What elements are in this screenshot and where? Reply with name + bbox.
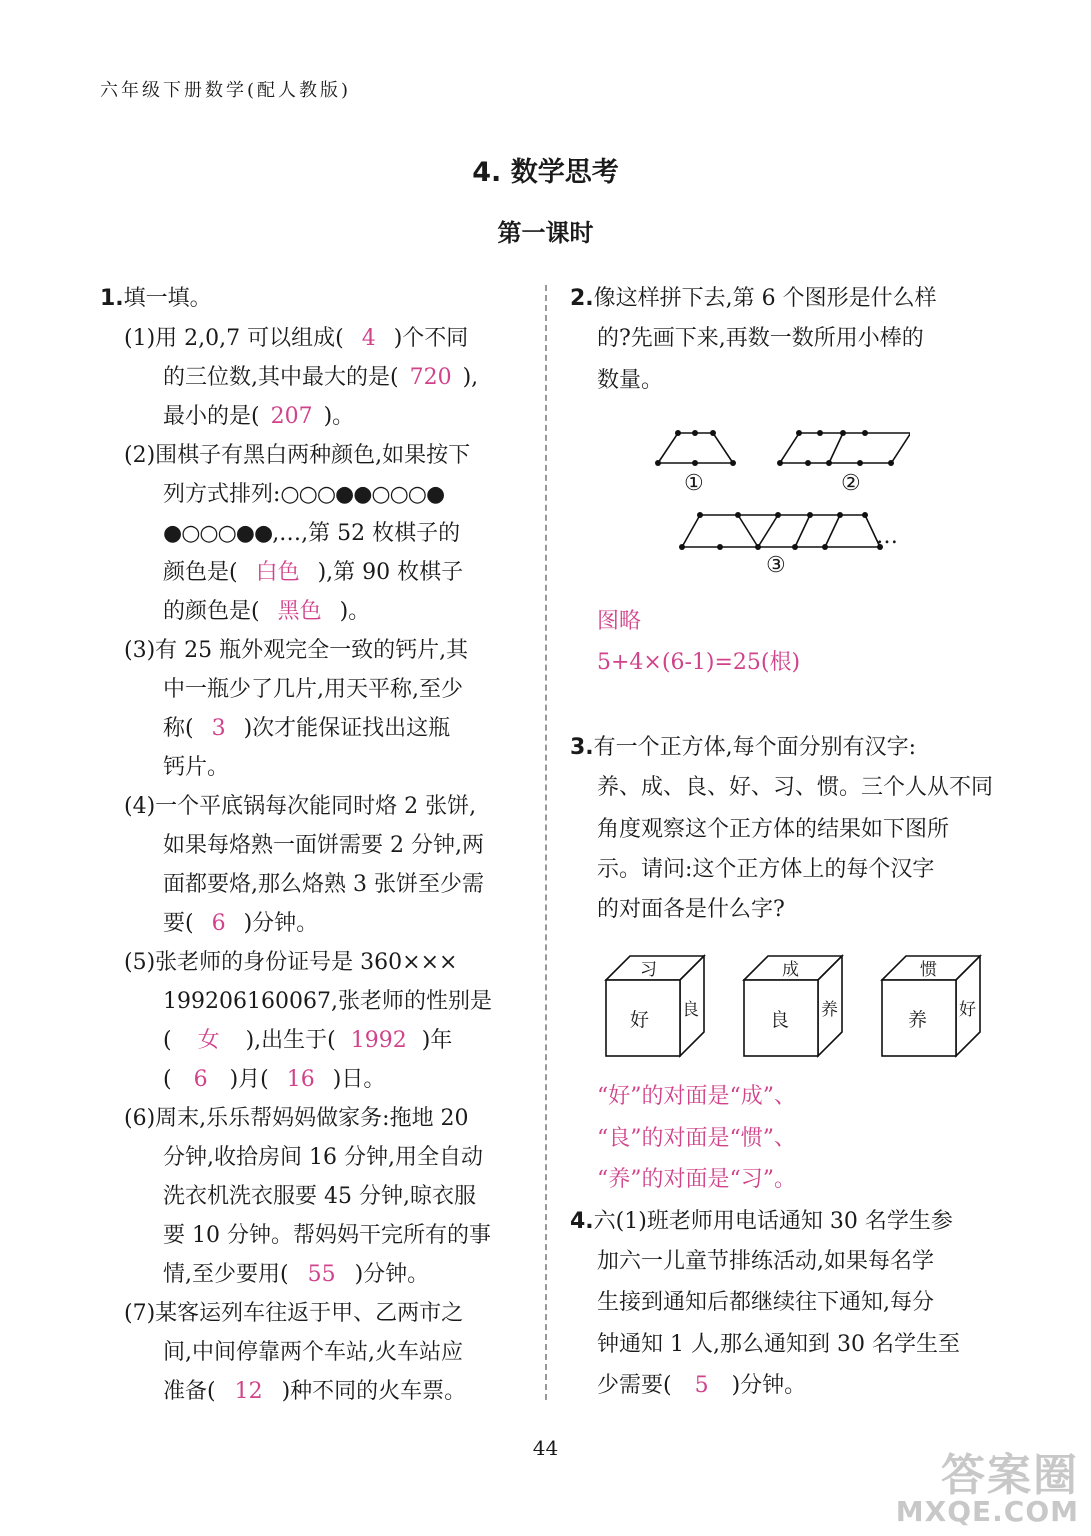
figure-2: [780, 433, 910, 463]
q1-p5-answer-4: 16: [286, 1067, 315, 1092]
go-stone-sequence-1: ○○○●●○○○●: [280, 482, 445, 507]
q1-p1-text-b: )个不同: [393, 326, 469, 351]
q1-p4-text-d: 要(: [163, 911, 194, 936]
q2-answer-1: 图略: [597, 609, 642, 634]
q4-line3: 生接到通知后都继续往下通知,每分: [597, 1290, 934, 1315]
q1-label: 填一填。: [123, 286, 212, 311]
q3-answer-2: “良”的对面是“惯”、: [597, 1126, 796, 1151]
q1-p5-line2: 199206160067,张老师的性别是: [163, 989, 492, 1014]
q1-p5-answer-1: 女: [197, 1028, 220, 1053]
q1-p3-line4: 钙片。: [163, 755, 230, 780]
q1-p3-line3: [163, 714, 450, 744]
cube-3-front: 养: [908, 1009, 928, 1031]
q1-p2-line5: [163, 597, 370, 627]
q1-heading: [100, 284, 212, 314]
figure-ellipsis: …: [876, 524, 898, 549]
q1-p1-line3: [163, 402, 354, 432]
q1-p3-text-c: 称(: [163, 716, 194, 741]
q1-p2-text-f: 的颜色是(: [163, 599, 260, 624]
q1-p1-answer-1: 4: [361, 326, 376, 351]
q3-text-a: 有一个正方体,每个面分别有汉字:: [593, 735, 917, 760]
q2-number: 2.: [570, 286, 594, 311]
q1-p1-line2: [163, 363, 478, 393]
cube-1-front: 好: [630, 1009, 650, 1031]
q1-p7-line1: (7)某客运列车往返于甲、乙两市之: [124, 1301, 464, 1326]
q1-p2-line4: [163, 558, 463, 588]
q4-line1: [570, 1207, 953, 1237]
q1-p2-line2: [163, 480, 444, 510]
go-stone-sequence-2: ●○○○●●: [163, 521, 273, 546]
q1-p4-line3: 面都要烙,那么烙熟 3 张饼至少需: [163, 872, 484, 897]
q1-p6-text-e: 情,至少要用(: [163, 1262, 289, 1287]
q1-p4-answer: 6: [211, 911, 226, 936]
q4-text-f: )分钟。: [731, 1373, 807, 1398]
q1-number: 1.: [100, 286, 124, 311]
q1-p5-line4: [163, 1065, 385, 1095]
q1-p4-text-e: )分钟。: [243, 911, 319, 936]
q1-p2-answer-2: 黑色: [277, 599, 322, 624]
q1-p6-line2: 分钟,收拾房间 16 分钟,用全自动: [163, 1145, 483, 1170]
q1-p7-answer: 12: [234, 1379, 263, 1404]
q1-p5-answer-3: 6: [193, 1067, 208, 1092]
q1-p1-text-c: 的三位数,其中最大的是(: [163, 365, 399, 390]
q3-answer-3: “养”的对面是“习”。: [597, 1167, 796, 1192]
q1-p4-line4: [163, 909, 318, 939]
q1-p1-answer-3: 207: [270, 404, 313, 429]
q3-line4: 示。请问:这个正方体上的每个汉字: [597, 857, 935, 882]
q1-p3-line1: (3)有 25 瓶外观完全一致的钙片,其: [124, 638, 469, 663]
q1-p7-line2: 间,中间停靠两个车站,火车站应: [163, 1340, 463, 1365]
q1-p7-text-c: 准备(: [163, 1379, 216, 1404]
q4-line2: 加六一儿童节排练活动,如果每名学: [597, 1249, 934, 1274]
section-title: 4. 数学思考: [472, 157, 619, 188]
watermark-line-2: MXQE.COM: [895, 1495, 1079, 1528]
page-number: 44: [532, 1436, 559, 1460]
q1-p1-text-d: ),: [462, 365, 479, 390]
q1-p1-text-f: )。: [323, 404, 355, 429]
q1-p2-text-c: ,…,第 52 枚棋子的: [272, 521, 461, 546]
figure-label-1: ①: [684, 471, 704, 496]
q1-p5-text-f: (: [163, 1067, 172, 1092]
q1-p5-text-e: )年: [421, 1028, 453, 1053]
q3-answer-1: “好”的对面是“成”、: [597, 1084, 796, 1109]
q1-p6-text-f: )分钟。: [354, 1262, 430, 1287]
q1-p4-line2: 如果每烙熟一面饼需要 2 分钟,两: [163, 833, 484, 858]
q1-p1-text-e: 最小的是(: [163, 404, 260, 429]
q1-p6-line1: (6)周末,乐乐帮妈妈做家务:拖地 20: [124, 1106, 469, 1131]
q1-p5-text-g: )月(: [229, 1067, 269, 1092]
q1-p1-text-a: (1)用 2,0,7 可以组成(: [124, 326, 344, 351]
q2-line3: 数量。: [597, 368, 664, 393]
q2-line1: [570, 284, 937, 314]
q4-line5: [597, 1371, 806, 1401]
watermark-line-1: 答案圈: [941, 1450, 1079, 1501]
q1-p2-text-g: )。: [339, 599, 371, 624]
q4-number: 4.: [570, 1209, 594, 1234]
figure-3-points: [679, 512, 883, 550]
q2-line2: 的?先画下来,再数一数所用小棒的: [597, 326, 924, 351]
q1-p6-line5: [163, 1260, 429, 1290]
q2-text-a: 像这样拼下去,第 6 个图形是什么样: [593, 286, 937, 311]
cube-2-top: 成: [782, 960, 799, 980]
q1-p6-line3: 洗衣机洗衣服要 45 分钟,晾衣服: [163, 1184, 476, 1209]
cube-3-side: 好: [959, 1000, 976, 1020]
q3-line1: [570, 733, 916, 763]
book-header: 六年级下册数学(配人教版): [100, 80, 352, 101]
q1-p5-line3: [163, 1026, 452, 1056]
figure-1: [658, 433, 733, 463]
q1-p3-answer: 3: [211, 716, 226, 741]
figure-label-2: ②: [841, 471, 861, 496]
q1-p3-text-d: )次才能保证找出这瓶: [243, 716, 451, 741]
q1-p2-answer-1: 白色: [255, 560, 300, 585]
q1-p5-text-c: (: [163, 1028, 172, 1053]
q3-number: 3.: [570, 735, 594, 760]
q1-p5-text-h: )日。: [332, 1067, 386, 1092]
q1-p7-line3: [163, 1377, 466, 1407]
q4-text-e: 少需要(: [597, 1373, 672, 1398]
q1-p2-line1: (2)围棋子有黑白两种颜色,如果按下: [124, 443, 471, 468]
q1-p5-text-d: ),出生于(: [245, 1028, 336, 1053]
q1-p2-line3: [163, 519, 460, 549]
watermark-logo: [895, 1450, 1079, 1528]
q4-text-a: 六(1)班老师用电话通知 30 名学生参: [593, 1209, 953, 1234]
q1-p2-text-e: ),第 90 枚棋子: [317, 560, 464, 585]
q1-p1-line1: [124, 324, 468, 354]
q3-line3: 角度观察这个正方体的结果如下图所: [597, 817, 950, 842]
q1-p6-answer: 55: [307, 1262, 336, 1287]
q1-p5-line1: (5)张老师的身份证号是 360×××: [124, 950, 458, 975]
q1-p3-line2: 中一瓶少了几片,用天平称,至少: [163, 677, 463, 702]
cube-1-side: 良: [682, 1000, 699, 1020]
cube-2-front: 良: [770, 1009, 790, 1031]
q1-p2-text-d: 颜色是(: [163, 560, 238, 585]
column-divider: [545, 285, 547, 1400]
cube-3-top: 惯: [920, 960, 937, 980]
q1-p2-text-b: 列方式排列:: [163, 482, 281, 507]
q4-line4: 钟通知 1 人,那么通知到 30 名学生至: [597, 1332, 960, 1357]
cube-1-top: 习: [640, 960, 657, 980]
q3-line5: 的对面各是什么字?: [597, 897, 785, 922]
figure-3: [682, 515, 880, 547]
q4-answer: 5: [694, 1373, 709, 1398]
q1-p6-line4: 要 10 分钟。帮妈妈干完所有的事: [163, 1223, 491, 1248]
figure-label-3: ③: [766, 553, 786, 578]
cube-2-side: 养: [821, 1000, 838, 1020]
q1-p5-answer-2: 1992: [350, 1028, 407, 1053]
lesson-subtitle: 第一课时: [497, 219, 594, 247]
q2-answer-2: 5+4×(6-1)=25(根): [597, 650, 801, 675]
q3-line2: 养、成、良、好、习、惯。三个人从不同: [597, 775, 994, 800]
q1-p7-text-d: )种不同的火车票。: [281, 1379, 467, 1404]
q1-p4-line1: (4)一个平底锅每次能同时烙 2 张饼,: [124, 794, 477, 819]
q1-p1-answer-2: 720: [409, 365, 452, 390]
